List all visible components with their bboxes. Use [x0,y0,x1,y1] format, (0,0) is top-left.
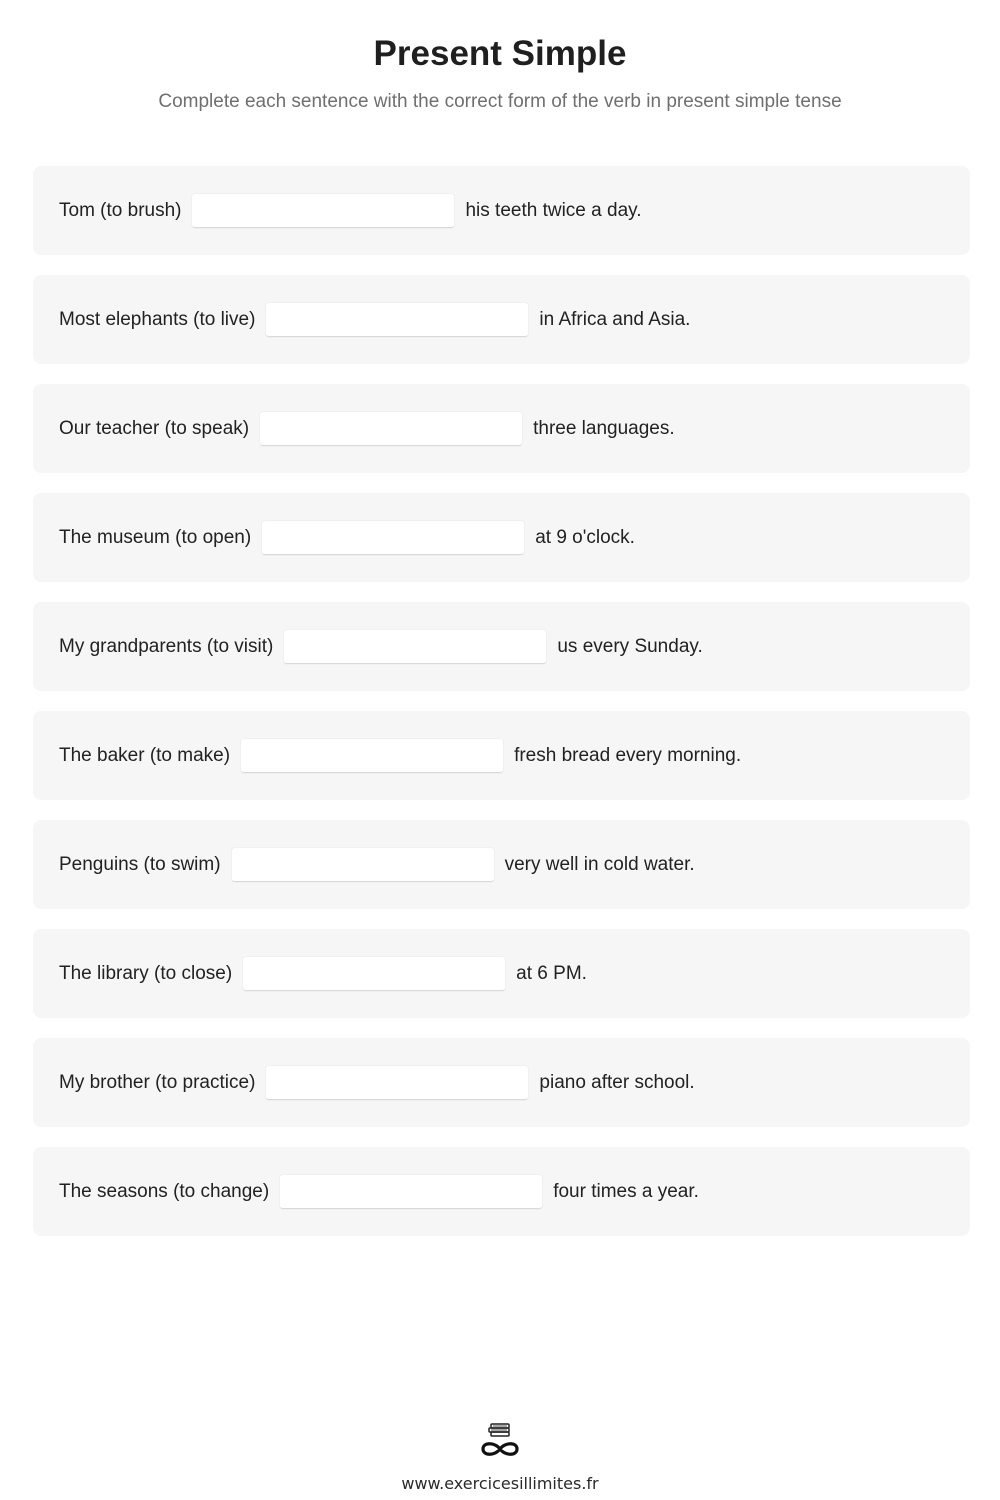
footer [0,1422,1000,1493]
sentence-end: at 9 o'clock. [535,526,635,548]
sentence-start: The baker (to make) [59,744,231,766]
answer-input[interactable] [243,957,505,991]
page-subtitle: Complete each sentence with the correct form of the verb in present simple tense [158,91,842,112]
exercise-row [33,602,970,691]
sentence-end: us every Sunday. [557,635,703,657]
sentence-start: Most elephants (to live) [59,308,256,330]
exercise-row [33,929,970,1018]
sentence-end: his teeth twice a day. [465,199,642,221]
exercise-row [33,384,970,473]
exercise-row [33,1038,970,1127]
exercise-row [33,820,970,909]
sentence-start: Our teacher (to speak) [59,417,250,439]
sentence-start: My grandparents (to visit) [59,635,274,657]
exercise-row [33,493,970,582]
sentence-end: at 6 PM. [516,962,587,984]
answer-input[interactable] [284,630,546,664]
answer-input[interactable] [262,521,524,555]
answer-input[interactable] [192,194,454,228]
exercise-list [33,166,970,1256]
answer-input[interactable] [260,412,522,446]
answer-input[interactable] [266,303,528,337]
sentence-start: Tom (to brush) [59,199,182,221]
infinity-books-icon [474,1422,526,1462]
exercise-row [33,1147,970,1236]
sentence-end: in Africa and Asia. [539,308,691,330]
sentence-end: piano after school. [539,1071,695,1093]
answer-input[interactable] [232,848,494,882]
exercise-row [33,711,970,800]
exercise-row [33,166,970,255]
sentence-start: The seasons (to change) [59,1180,270,1202]
sentence-end: four times a year. [553,1180,699,1202]
sentence-end: fresh bread every morning. [514,744,742,766]
site-url: www.exercicesillimites.fr [401,1474,599,1493]
exercise-row [33,275,970,364]
sentence-start: The museum (to open) [59,526,252,548]
sentence-end: very well in cold water. [504,853,695,875]
answer-input[interactable] [280,1175,542,1209]
sentence-start: Penguins (to swim) [59,853,221,875]
sentence-end: three languages. [533,417,675,439]
page-title: Present Simple [373,34,627,73]
answer-input[interactable] [266,1066,528,1100]
sentence-start: The library (to close) [59,962,233,984]
answer-input[interactable] [241,739,503,773]
sentence-start: My brother (to practice) [59,1071,256,1093]
